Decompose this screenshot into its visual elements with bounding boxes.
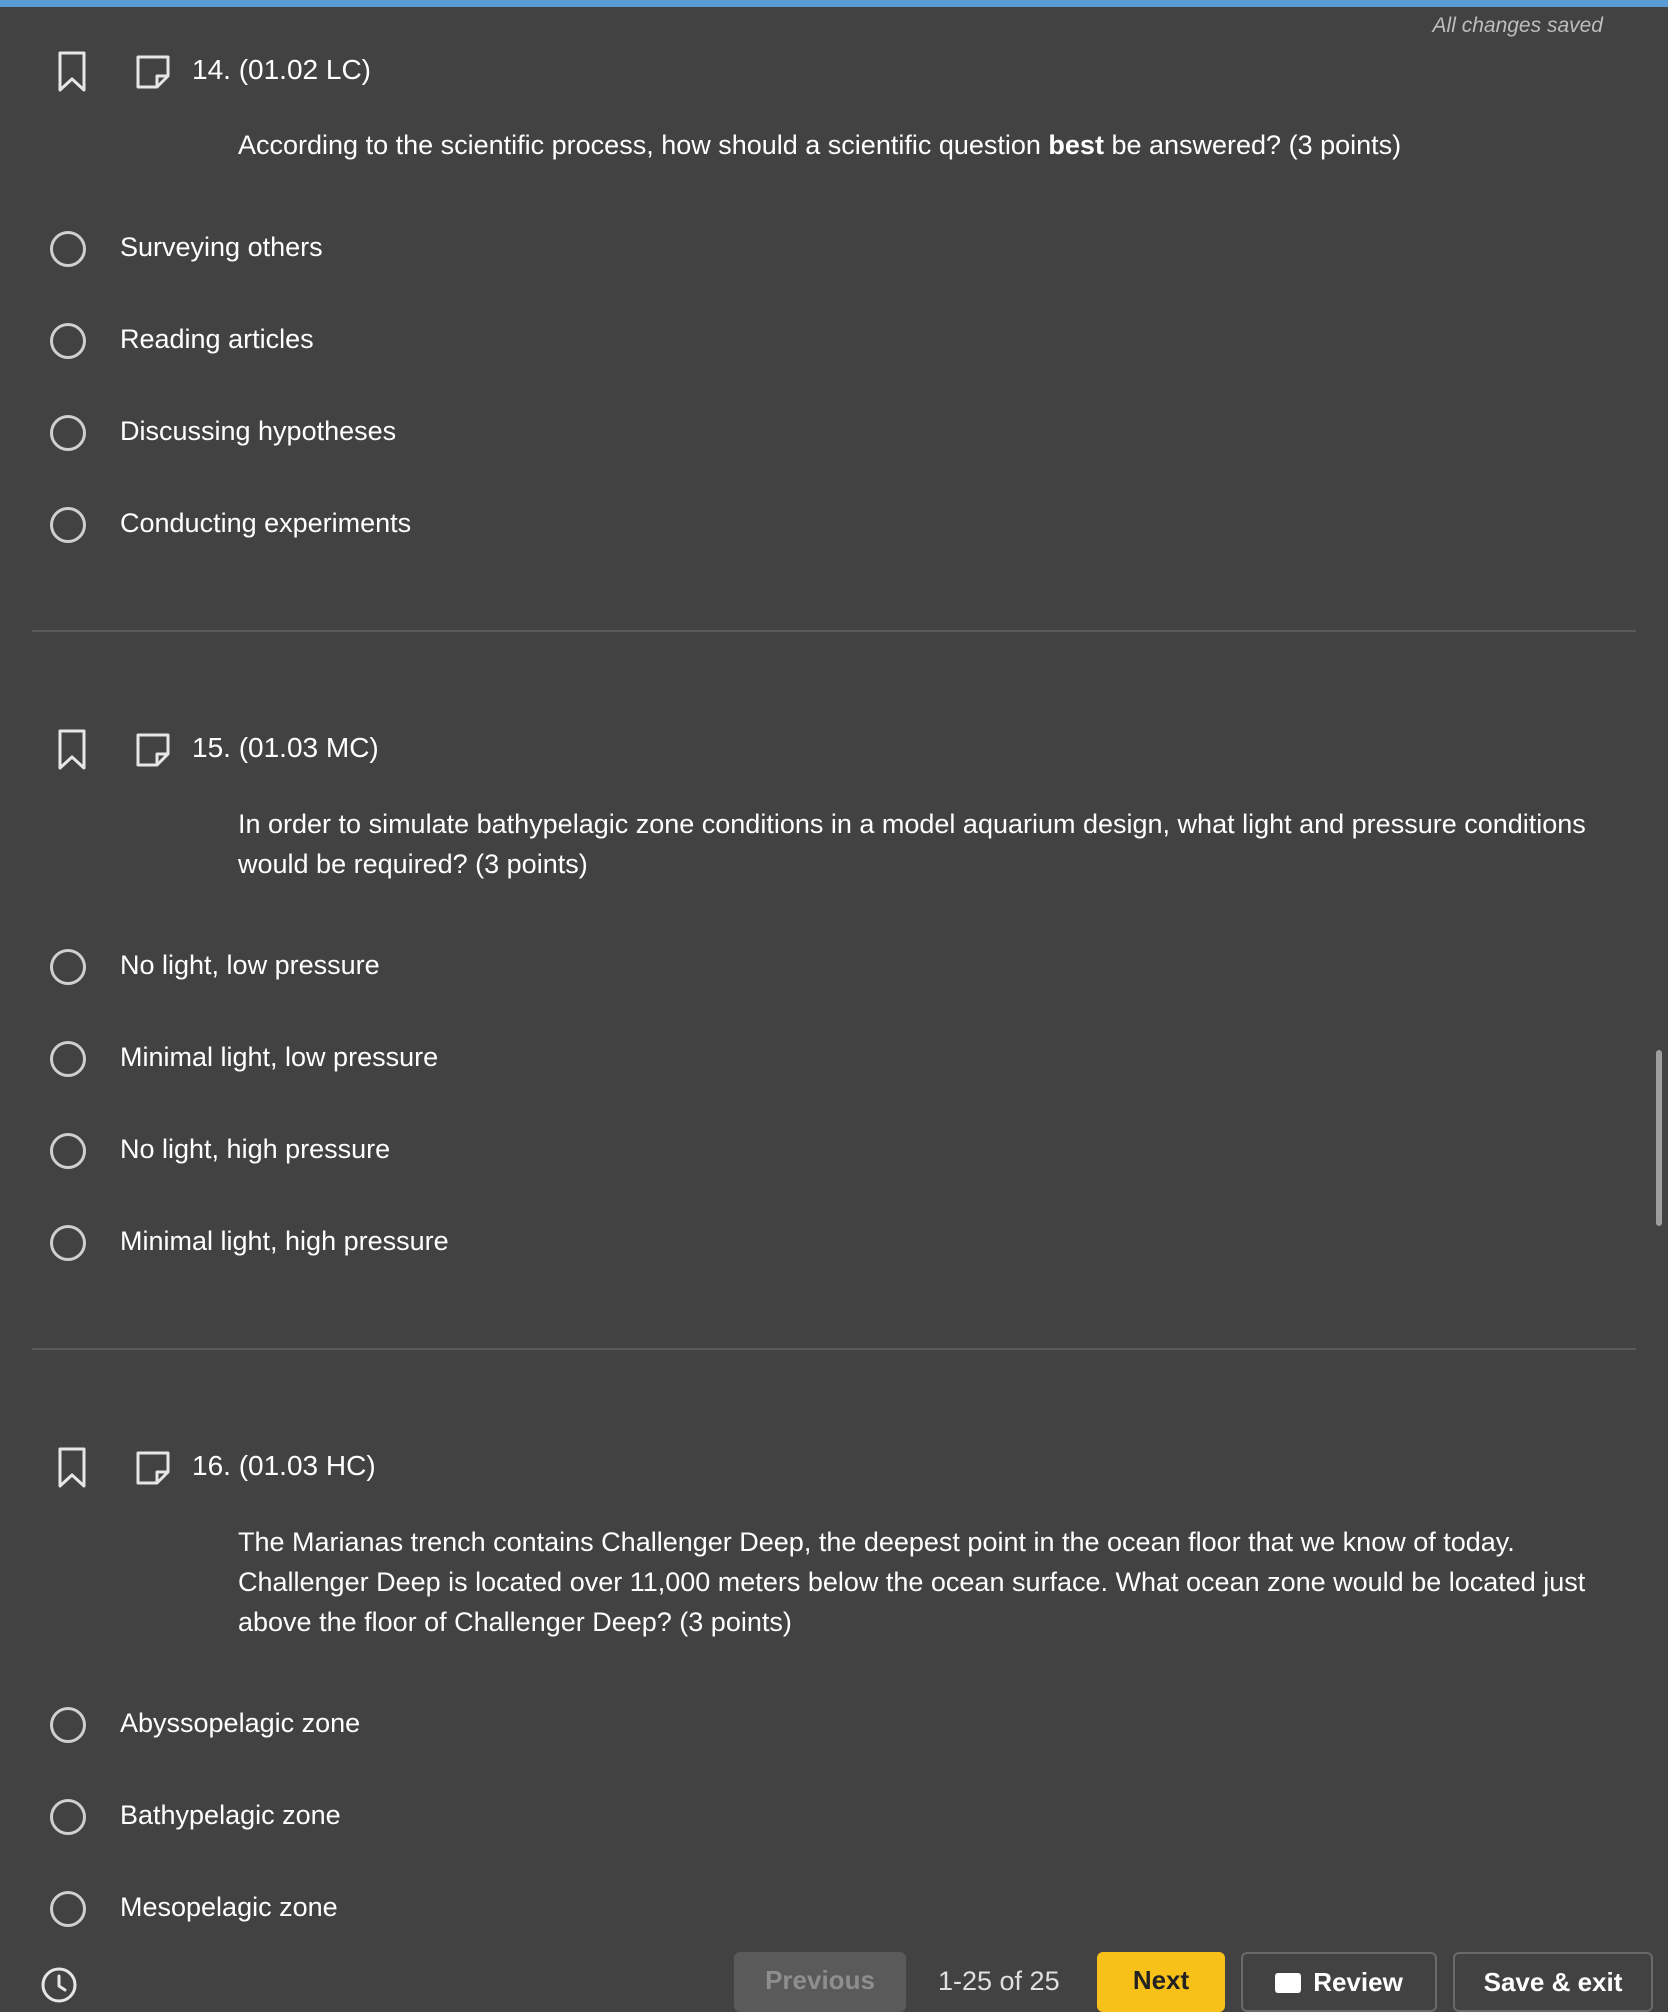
answer-option[interactable] — [50, 230, 1610, 274]
save-status: All changes saved — [1432, 14, 1603, 37]
radio-button[interactable] — [50, 415, 86, 451]
radio-button[interactable] — [50, 507, 86, 543]
page-count: 1-25 of 25 — [938, 1966, 1060, 1996]
note-icon[interactable] — [133, 1448, 173, 1488]
radio-button[interactable] — [50, 1133, 86, 1169]
question-text: The Marianas trench contains Challenger Deep, the deepest point in the ocean floor that we know of today. Challenger Deep is located over 11,000 meters below the ocean surface. What ocean zone would be located just above the floor of Challenger Deep? (3 points) — [238, 1527, 1586, 1637]
question-text: In order to simulate bathypelagic zone conditions in a model aquarium design, what light and pressure conditions would be required? (3 points) — [238, 809, 1586, 879]
top-progress-bar — [0, 0, 1668, 7]
answer-option[interactable] — [50, 1890, 1610, 1934]
previous-button[interactable]: Previous — [734, 1952, 906, 2012]
save-exit-button[interactable]: Save & exit — [1453, 1952, 1653, 2012]
answer-option[interactable] — [50, 1132, 1610, 1176]
answer-option[interactable] — [50, 1040, 1610, 1084]
review-label: Review — [1313, 1967, 1403, 1997]
note-icon[interactable] — [133, 730, 173, 770]
note-icon[interactable] — [133, 52, 173, 92]
scrollbar-thumb[interactable] — [1656, 1050, 1662, 1226]
divider — [32, 630, 1636, 632]
question-header — [0, 728, 1668, 772]
next-button[interactable]: Next — [1097, 1952, 1225, 2012]
option-label: Bathypelagic zone — [120, 1800, 341, 1830]
review-icon — [1275, 1973, 1301, 1993]
option-label: Minimal light, high pressure — [120, 1226, 449, 1256]
answer-option[interactable] — [50, 414, 1610, 458]
clock-icon[interactable] — [40, 1966, 78, 2004]
radio-button[interactable] — [50, 1707, 86, 1743]
option-label: Conducting experiments — [120, 508, 412, 538]
radio-button[interactable] — [50, 949, 86, 985]
bookmark-icon[interactable] — [54, 50, 90, 94]
option-label: Abyssopelagic zone — [120, 1708, 361, 1738]
review-button[interactable] — [1241, 1952, 1437, 2012]
question-number: 15. (01.03 MC) — [192, 732, 379, 763]
option-label: No light, high pressure — [120, 1134, 391, 1164]
answer-option[interactable] — [50, 1706, 1610, 1750]
answer-option[interactable] — [50, 322, 1610, 366]
option-label: No light, low pressure — [120, 950, 380, 980]
question-number: 14. (01.02 LC) — [192, 54, 371, 85]
question-text: According to the scientific process, how should a scientific question best be answered? (3 points) — [238, 130, 1402, 160]
answer-option[interactable] — [50, 1224, 1610, 1268]
option-label: Minimal light, low pressure — [120, 1042, 439, 1072]
question-number: 16. (01.03 HC) — [192, 1450, 376, 1481]
option-label: Discussing hypotheses — [120, 416, 397, 446]
question-header — [0, 1446, 1668, 1490]
bookmark-icon[interactable] — [54, 1446, 90, 1490]
radio-button[interactable] — [50, 1799, 86, 1835]
option-label: Reading articles — [120, 324, 314, 354]
radio-button[interactable] — [50, 323, 86, 359]
divider — [32, 1348, 1636, 1350]
question-header — [0, 50, 1668, 94]
bookmark-icon[interactable] — [54, 728, 90, 772]
answer-option[interactable] — [50, 948, 1610, 992]
radio-button[interactable] — [50, 1891, 86, 1927]
answer-option[interactable] — [50, 506, 1610, 550]
option-label: Mesopelagic zone — [120, 1892, 338, 1922]
radio-button[interactable] — [50, 1041, 86, 1077]
answer-option[interactable] — [50, 1798, 1610, 1842]
emphasis: best — [1048, 130, 1104, 160]
radio-button[interactable] — [50, 1225, 86, 1261]
radio-button[interactable] — [50, 231, 86, 267]
option-label: Surveying others — [120, 232, 323, 262]
